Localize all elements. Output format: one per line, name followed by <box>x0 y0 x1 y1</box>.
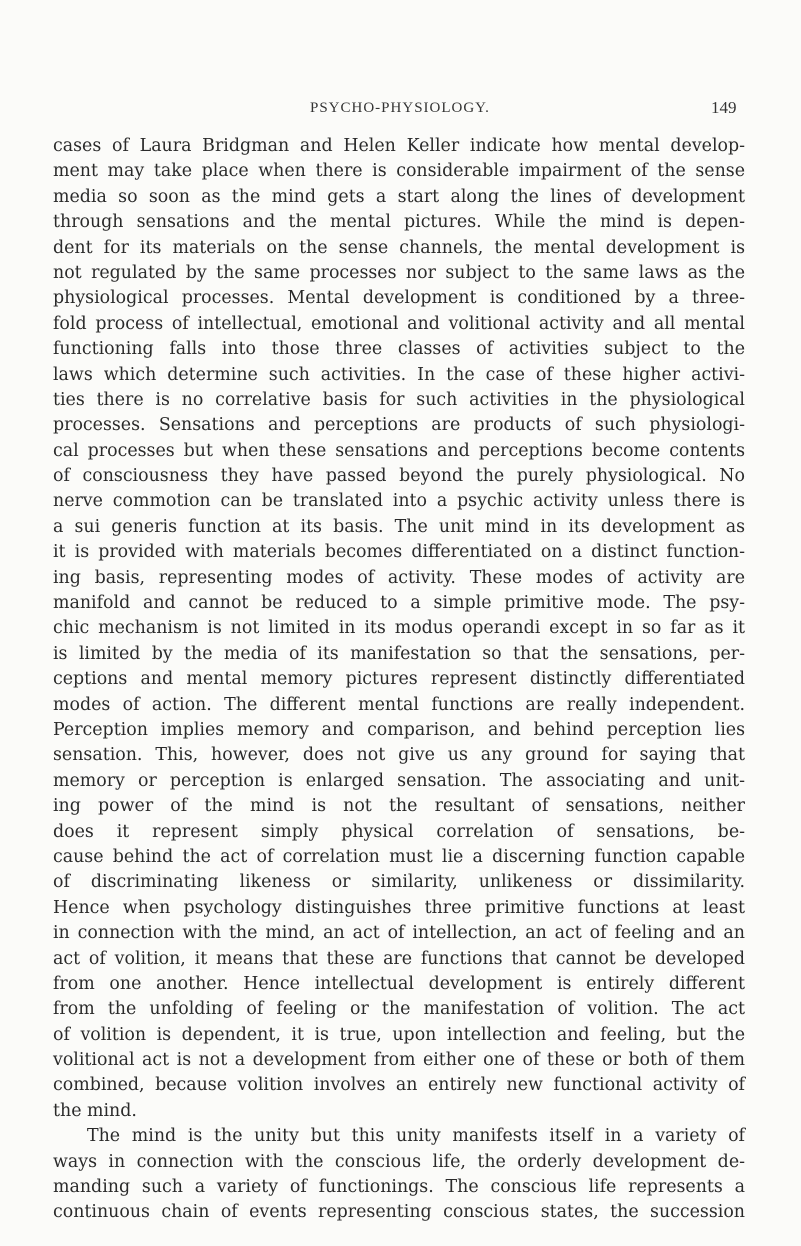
text-line: ways in connection with the conscious life, the orderly development de- <box>53 1151 745 1172</box>
body-text <box>53 134 745 1226</box>
text-line: ment may take place when there is considerable impairment of the sense <box>53 161 745 182</box>
text-line: Hence when psychology distinguishes three primitive functions at least <box>53 897 745 918</box>
text-line: ing power of the mind is not the resultant of sensations, neither <box>53 796 745 817</box>
text-line: it is provided with materials becomes differentiated on a distinct function- <box>53 542 745 563</box>
text-line: media so soon as the mind gets a start along the lines of development <box>53 186 745 207</box>
text-line: modes of action. The different mental functions are really independent. <box>53 694 745 715</box>
text-line: through sensations and the mental pictures. While the mind is depen- <box>53 212 745 233</box>
paragraph-2 <box>53 1124 745 1226</box>
text-line: act of volition, it means that these are functions that cannot be developed <box>53 948 745 969</box>
running-title: PSYCHO-PHYSIOLOGY. <box>310 100 490 116</box>
text-line: dent for its materials on the sense channels, the mental development is <box>53 237 745 258</box>
text-line: The mind is the unity but this unity manifests itself in a variety of <box>87 1126 745 1147</box>
text-line: is limited by the media of its manifestation so that the sensations, per- <box>53 643 745 664</box>
text-line: cause behind the act of correlation must lie a discerning function capable <box>53 846 745 867</box>
page-number: 149 <box>711 98 737 117</box>
text-line: manding such a variety of functionings. The conscious life represents a <box>53 1177 745 1198</box>
paragraph-1 <box>53 134 745 1124</box>
text-line: chic mechanism is not limited in its modus operandi except in so far as it <box>53 618 745 639</box>
text-line: combined, because volition involves an entirely new functional activity of <box>53 1075 745 1096</box>
text-line: Perception implies memory and comparison, and behind perception lies <box>53 719 745 740</box>
text-line: not regulated by the same processes nor subject to the same laws as the <box>53 262 745 283</box>
text-line: does it represent simply physical correlation of sensations, be- <box>53 821 745 842</box>
text-line: of consciousness they have passed beyond the purely physiological. No <box>53 466 745 487</box>
text-line: cal processes but when these sensations and perceptions become contents <box>53 440 745 461</box>
text-line: the mind. <box>53 1100 137 1121</box>
text-line: of volition is dependent, it is true, upon intellection and feeling, but the <box>53 1024 745 1045</box>
text-line: functioning falls into those three classes of activities subject to the <box>53 339 745 360</box>
text-line: continuous chain of events representing conscious states, the succession <box>53 1202 745 1223</box>
text-line: fold process of intellectual, emotional and volitional activity and all mental <box>53 313 745 334</box>
text-line: nerve commotion can be translated into a psychic activity unless there is <box>53 491 745 512</box>
text-line: processes. Sensations and perceptions are products of such physiologi- <box>53 415 745 436</box>
text-line: ing basis, representing modes of activity. These modes of activity are <box>53 567 745 588</box>
text-line: ties there is no correlative basis for such activities in the physiological <box>53 389 745 410</box>
text-line: from one another. Hence intellectual development is entirely different <box>53 973 745 994</box>
text-line: ceptions and mental memory pictures represent distinctly differentiated <box>53 669 745 690</box>
text-line: cases of Laura Bridgman and Helen Keller indicate how mental develop- <box>53 136 745 156</box>
text-line: laws which determine such activities. In the case of these higher activi- <box>53 364 745 385</box>
text-line: manifold and cannot be reduced to a simple primitive mode. The psy- <box>53 593 745 614</box>
text-line: volitional act is not a development from either one of these or both of them <box>53 1050 745 1071</box>
text-line: a sui generis function at its basis. The unit mind in its development as <box>53 516 745 537</box>
text-line: memory or perception is enlarged sensation. The associating and unit- <box>53 770 745 791</box>
text-line: physiological processes. Mental development is conditioned by a three- <box>53 288 745 309</box>
text-line: of discriminating likeness or similarity, unlikeness or dissimilarity. <box>53 872 745 893</box>
text-line: from the unfolding of feeling or the manifestation of volition. The act <box>53 999 745 1020</box>
text-line: sensation. This, however, does not give us any ground for saying that <box>53 745 745 766</box>
text-line: in connection with the mind, an act of intellection, an act of feeling and an <box>53 923 745 944</box>
